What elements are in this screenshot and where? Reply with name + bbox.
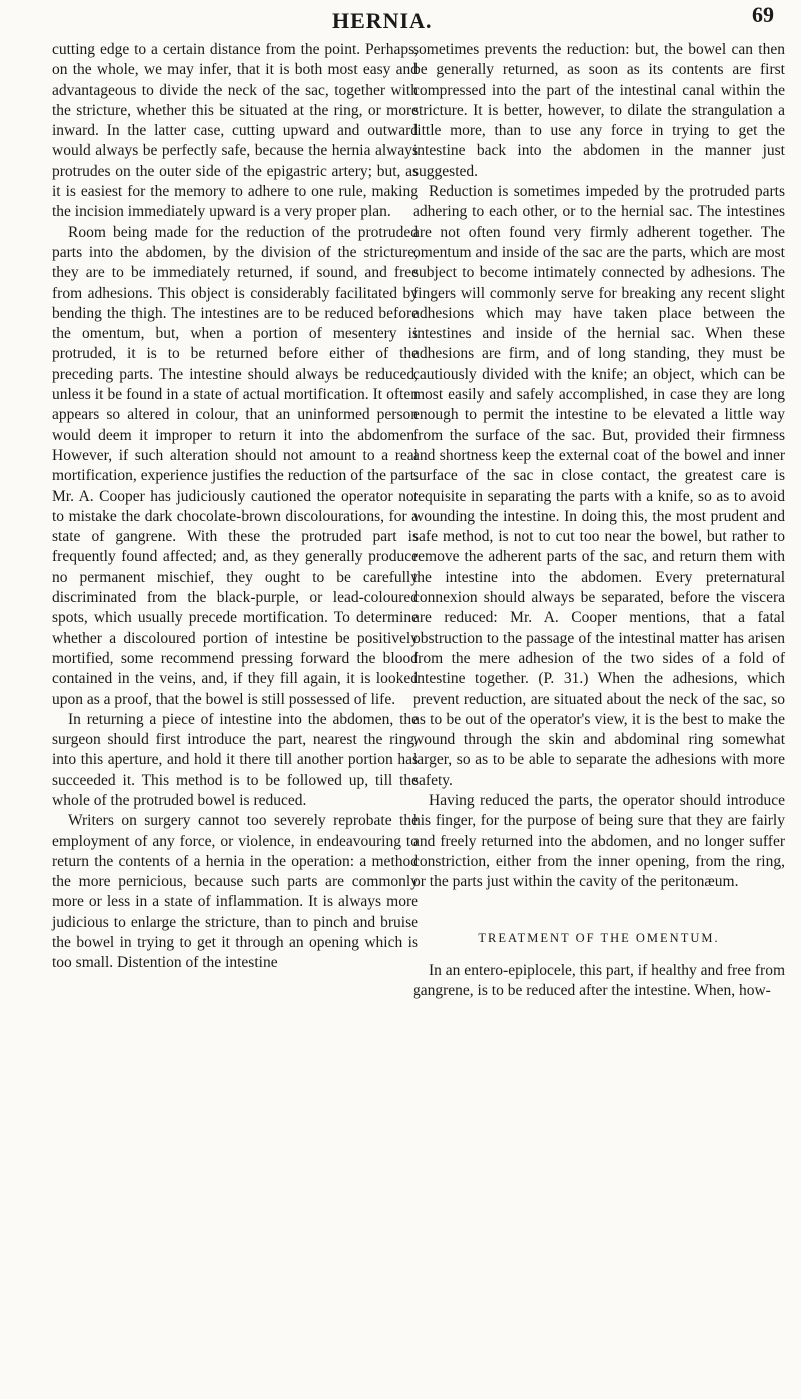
paragraph: Having reduced the parts, the operator should introduce his finger, for the purpose of being sure that they are fairly and freely returned into the abdomen, and no longer suffer constriction, either from the inner opening, from the ring, or the parts just within the cavity of the peritonæum. [413, 791, 785, 891]
page-number: 69 [752, 2, 774, 27]
paragraph: sometimes prevents the reduction: but, the bowel can then be generally returned, as soon as its contents are first compressed into the part of the intestinal canal within the stricture. It is better, however, to dilate the strangulation a little more, than to use any force in trying to get the intestine back into the abdomen in the manner just suggested. [413, 41, 785, 180]
paragraph: cutting edge to a certain distance from the point. Perhaps, on the whole, we may infer, that it is both most easy and advantageous to divide the neck of the sac, together with the stricture, whether this be situated at the ring, or more inward. In the latter case, cutting upward and outward would always be perfectly safe, because the hernia always protrudes on the outer side of the epigastric artery; but, as it is easiest for the memory to adhere to one rule, making the incision immediately upward is a very proper plan. [52, 41, 418, 221]
left-column [52, 40, 418, 974]
paragraph: Reduction is sometimes impeded by the protruded parts adhering to each other, or to the hernial sac. The intestines are not often found very firmly adherent together. The omentum and inside of the sac are the parts, which are most subject to become intimately connected by adhesions. The fingers will commonly serve for breaking any recent slight adhesions which may have taken place between the intestines and inside of the hernial sac. When these adhesions are firm, and of long standing, they must be cautiously divided with the knife; an object, which can be most easily and safely accomplished, in case they are long enough to permit the intestine to be elevated a little way from the surface of the sac. But, provided their firmness and shortness keep the external coat of the bowel and inner surface of the sac in close contact, the greatest care is requisite in separating the parts with a knife, so as to avoid wounding the intestine. In doing this, the most prudent and safe method, is not to cut too near the bowel, but rather to remove the adherent parts of the sac, and return them with the intestine into the abdomen. Every preternatural connexion should always be separated, before the viscera are reduced: Mr. A. Cooper mentions, that a fatal obstruction to the passage of the intestinal matter has arisen from the mere adhesion of the two sides of a fold of intestine together. (P. 31.) When the adhesions, which prevent reduction, are situated about the neck of the sac, so as to be out of the operator's view, it is the best to make the wound through the skin and abdominal ring somewhat larger, so as to be able to separate the adhesions with more safety. [413, 183, 785, 789]
paragraph: In an entero-epiplocele, this part, if healthy and free from gangrene, is to be reduced after the intestine. When, how- [413, 961, 785, 1000]
running-title: HERNIA. [332, 8, 433, 33]
section-heading: TREATMENT OF THE OMENTUM. [478, 931, 720, 946]
right-column [413, 40, 785, 1001]
paragraph: Writers on surgery cannot too severely reprobate the employment of any force, or violence, in endeavouring to return the contents of a hernia in the operation: a method the more pernicious, because such parts are commonly more or less in a state of inflammation. It is always more judicious to enlarge the stricture, than to pinch and bruise the bowel in trying to get it through an opening which is too small. Distention of the intestine [52, 812, 418, 972]
page-header [0, 2, 801, 38]
paragraph: Room being made for the reduction of the protruded parts into the abdomen, by the division of the stricture, they are to be immediately returned, if sound, and free from adhesions. This object is considerably facilitated by bending the thigh. The intestines are to be reduced before the omentum, but, when a portion of mesentery is protruded, it is to be returned before either of the preceding parts. The intestine should always be reduced, unless it be found in a state of actual mortification. It often appears so altered in colour, that an uninformed person would deem it improper to return it into the abdomen. However, if such alteration should not amount to a real mortification, experience justifies the reduction of the part. Mr. A. Cooper has judiciously cautioned the operator not to mistake the dark chocolate-brown discolourations, for a state of gangrene. With these the protruded part is frequently found affected; and, as they generally produce no permanent mischief, they ought to be carefully discriminated from the black-purple, or lead-coloured spots, which usually precede mortification. To determine whether a discoloured portion of intestine be positively mortified, some recommend pressing forward the blood contained in the veins, and, if they fill again, it is looked upon as a proof, that the bowel is still possessed of life. [52, 223, 418, 708]
paragraph: In returning a piece of intestine into the abdomen, the surgeon should first introduce the part, nearest the ring, into this aperture, and hold it there till another portion has succeeded it. This method is to be followed up, till the whole of the protruded bowel is reduced. [52, 710, 418, 809]
